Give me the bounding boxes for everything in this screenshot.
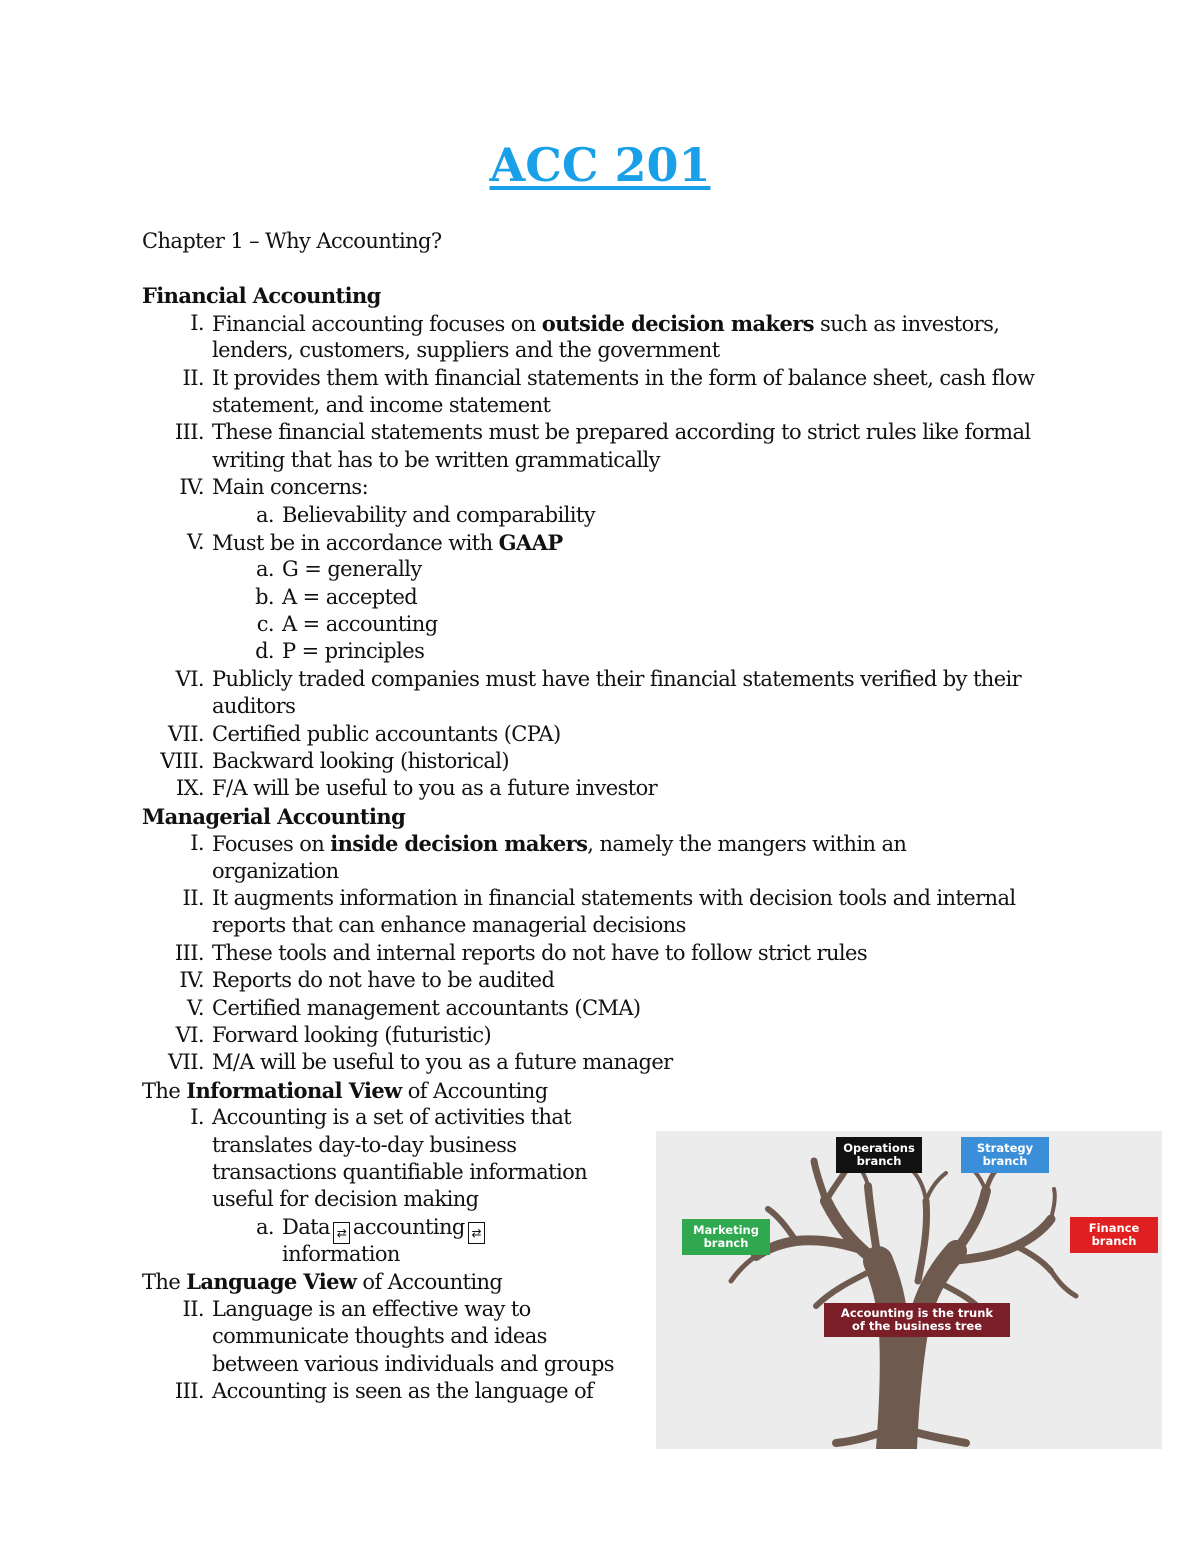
- list-marker: a.: [256, 557, 274, 582]
- list-item: [142, 419, 1082, 446]
- list-item: [142, 474, 1082, 501]
- list-marker: VIII.: [160, 749, 204, 774]
- list-item-continued: [142, 912, 1082, 939]
- list-item-continued: [142, 693, 1082, 720]
- business-tree-figure: [656, 1131, 1162, 1449]
- list-marker: a.: [256, 502, 274, 527]
- list-marker: b.: [255, 584, 274, 609]
- arrow-placeholder-icon: ⇄: [333, 1222, 350, 1244]
- heading-bold-term: Informational View: [186, 1077, 402, 1103]
- list-item-text: Forward looking (futuristic): [212, 1022, 492, 1047]
- managerial-accounting-heading: Managerial Accounting: [142, 803, 406, 829]
- list-item-text: Focuses on: [212, 832, 331, 857]
- list-item: [142, 638, 1082, 665]
- list-marker: c.: [256, 612, 274, 637]
- list-item-text: Publicly traded companies must have their financial statements verified by their: [212, 666, 1022, 691]
- list-item-text: Certified management accountants (CMA): [212, 995, 641, 1020]
- list-item: [142, 940, 1082, 967]
- list-item-text: , namely the mangers within an: [587, 832, 907, 857]
- list-marker: IV.: [179, 475, 204, 500]
- list-item-continued: [142, 392, 1082, 419]
- list-item-continued: [142, 858, 1082, 885]
- list-item: [142, 365, 1082, 392]
- list-marker: VI.: [175, 666, 204, 691]
- emphasized-term: inside decision makers: [330, 831, 588, 857]
- financial-accounting-heading: Financial Accounting: [142, 283, 381, 309]
- list-item-text: These financial statements must be prepared according to strict rules like formal: [212, 420, 1031, 445]
- heading-prefix: The: [142, 1270, 187, 1295]
- list-item-text: useful for decision making: [212, 1187, 479, 1212]
- list-item-text: P = principles: [282, 639, 425, 664]
- list-item: [142, 1049, 1082, 1076]
- marketing-branch-label: Marketing branch: [682, 1219, 770, 1255]
- trunk-label: Accounting is the trunk of the business tree: [824, 1303, 1010, 1337]
- list-marker: VI.: [175, 1022, 204, 1047]
- list-item-text: A = accounting: [282, 612, 438, 637]
- list-item-text: Language is an effective way to: [212, 1296, 531, 1321]
- list-item-text: Believability and comparability: [282, 502, 595, 527]
- list-item-text: transactions quantifiable information: [212, 1159, 588, 1184]
- list-item: [142, 967, 1082, 994]
- list-item: [142, 748, 1082, 775]
- list-marker: VII.: [167, 1050, 204, 1075]
- list-marker: V.: [187, 995, 204, 1020]
- document-title: ACC 201: [489, 138, 711, 192]
- list-item: [142, 666, 1082, 693]
- list-item: [142, 611, 1082, 638]
- list-marker: II.: [182, 885, 204, 910]
- managerial-accounting-list: [142, 830, 1082, 1077]
- list-item-text: M/A will be useful to you as a future manager: [212, 1050, 673, 1075]
- list-item-text: It provides them with financial statements in the form of balance sheet, cash flow: [212, 365, 1035, 390]
- list-marker: I.: [190, 831, 204, 856]
- informational-view-heading: [142, 1077, 1082, 1104]
- list-item-text: Must be in accordance with: [212, 530, 499, 555]
- financial-accounting-list: [142, 310, 1082, 803]
- list-marker: III.: [174, 420, 204, 445]
- list-item-text: communicate thoughts and ideas: [212, 1324, 547, 1349]
- list-item: [142, 995, 1082, 1022]
- list-item-text: Accounting is seen as the language of: [212, 1379, 594, 1404]
- list-item-continued: [142, 337, 1082, 364]
- emphasized-term: outside decision makers: [541, 310, 814, 336]
- list-item: [142, 885, 1082, 912]
- heading-prefix: The: [142, 1078, 187, 1103]
- list-item-text: organization: [212, 858, 339, 883]
- list-item: [142, 1022, 1082, 1049]
- list-marker: V.: [187, 529, 204, 554]
- list-item-text: translates day-to-day business: [212, 1132, 517, 1157]
- arrow-placeholder-icon: ⇄: [468, 1222, 485, 1244]
- list-item-text: Certified public accountants (CPA): [212, 721, 561, 746]
- list-item: [142, 556, 1082, 583]
- heading-suffix: of Accounting: [356, 1270, 503, 1295]
- sub-item-text-accounting: accounting: [352, 1214, 465, 1239]
- finance-branch-label: Finance branch: [1070, 1217, 1158, 1253]
- list-item-text: Main concerns:: [212, 475, 369, 500]
- list-item-text: F/A will be useful to you as a future investor: [212, 776, 658, 801]
- list-item-text: Financial accounting focuses on: [212, 311, 542, 336]
- list-item-text: writing that has to be written grammatically: [212, 447, 660, 472]
- list-item: [142, 502, 1082, 529]
- emphasized-term: GAAP: [498, 529, 563, 555]
- list-marker: d.: [255, 639, 274, 664]
- list-item-text: reports that can enhance managerial decisions: [212, 913, 686, 938]
- list-item-text: Reports do not have to be audited: [212, 968, 555, 993]
- list-marker: VII.: [167, 721, 204, 746]
- list-item-text: Accounting is a set of activities that: [212, 1105, 572, 1130]
- list-item-text: lenders, customers, suppliers and the government: [212, 338, 720, 363]
- list-marker: II.: [182, 1296, 204, 1321]
- list-item-text: auditors: [212, 694, 296, 719]
- list-item: [142, 529, 1082, 556]
- sub-item-text-data: Data: [282, 1214, 330, 1239]
- list-item-text: These tools and internal reports do not have to follow strict rules: [212, 940, 868, 965]
- list-marker: III.: [174, 940, 204, 965]
- list-item: [142, 584, 1082, 611]
- list-marker: IX.: [175, 776, 204, 801]
- list-item-text: A = accepted: [282, 584, 418, 609]
- list-item-text: G = generally: [282, 557, 422, 582]
- operations-branch-label: Operations branch: [836, 1137, 922, 1173]
- list-item-text: It augments information in financial statements with decision tools and internal: [212, 885, 1016, 910]
- heading-bold-term: Language View: [186, 1269, 357, 1295]
- list-item: [142, 830, 1082, 857]
- sub-item-text-information: information: [282, 1242, 400, 1267]
- list-item-text: between various individuals and groups: [212, 1351, 614, 1376]
- list-item-text: statement, and income statement: [212, 392, 551, 417]
- list-item: [142, 1104, 1082, 1131]
- list-item: [142, 310, 1082, 337]
- list-marker: a.: [256, 1214, 274, 1239]
- tree-illustration: [656, 1131, 1162, 1449]
- list-item-continued: [142, 447, 1082, 474]
- list-item-text: Backward looking (historical): [212, 749, 510, 774]
- list-marker: I.: [190, 1105, 204, 1130]
- list-item: [142, 721, 1082, 748]
- list-marker: II.: [182, 365, 204, 390]
- strategy-branch-label: Strategy branch: [961, 1137, 1049, 1173]
- chapter-heading: Chapter 1 – Why Accounting?: [142, 229, 442, 253]
- list-marker: I.: [190, 310, 204, 335]
- list-marker: III.: [174, 1379, 204, 1404]
- list-marker: IV.: [179, 968, 204, 993]
- heading-suffix: of Accounting: [401, 1078, 548, 1103]
- list-item-text: such as investors,: [813, 311, 1000, 336]
- list-item: [142, 775, 1082, 802]
